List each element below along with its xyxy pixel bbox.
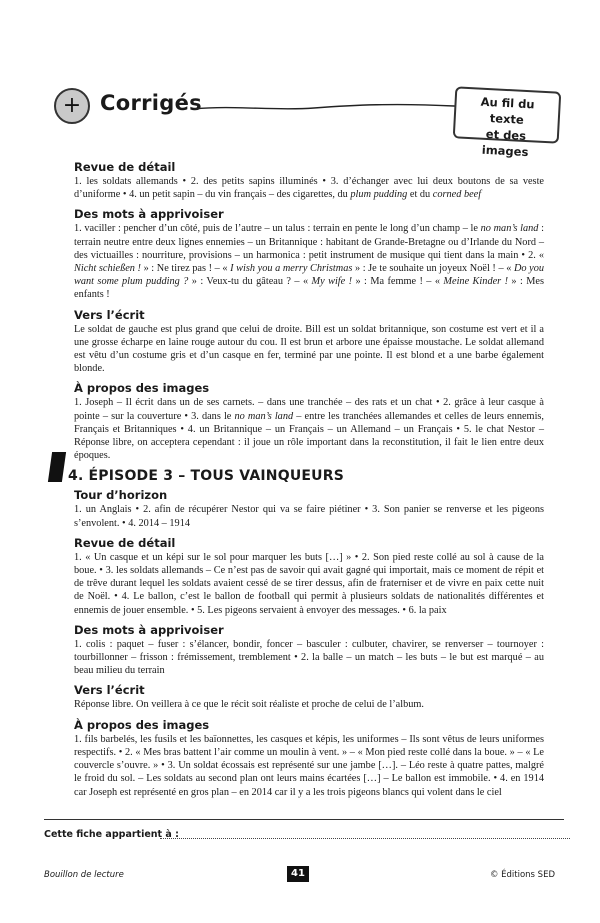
- page-title: Corrigés: [100, 91, 202, 115]
- revue-text-1: 1. les soldats allemands • 2. des petits sapins illuminés • 3. d’échanger avec lui deux boutons de sa veste d’uniforme • 4. un petit sapin – du vin français – des cigarettes, du plum pudding et du corned beef: [74, 176, 544, 201]
- mots-heading-2: Des mots à apprivoiser: [74, 622, 224, 637]
- footer-series: Bouillon de lecture: [44, 870, 124, 880]
- vers-text-2: Réponse libre. On veillera à ce que le récit soit réaliste et proche de celui de l’album.: [74, 699, 424, 711]
- content: [68, 160, 545, 805]
- page-header: [44, 83, 564, 160]
- tour-heading: Tour d’horizon: [74, 488, 168, 503]
- revue-heading-2: Revue de détail: [74, 535, 176, 550]
- footer-divider: [44, 819, 564, 820]
- vers-text-1: Le soldat de gauche est plus grand que celui de droite. Bill est un soldat britannique, son costume est vert et il a une grosse écharpe en laine rouge autour du cou. Il est brun et arbore une épaisse moustache. Le soldat allemand est vêtu d’un costume gris et d’un casque en fer, terminé par une pointe. Il est blond et a une barbe également blonde.: [74, 323, 544, 375]
- corner-label-line1: Au fil du texte: [480, 94, 535, 127]
- images-heading-2: À propos des images: [74, 717, 210, 732]
- mots-heading-1: Des mots à apprivoiser: [74, 207, 224, 222]
- corner-label-box: [453, 86, 562, 160]
- episode-title: 4. ÉPISODE 3 – TOUS VAINQUEURS: [68, 468, 344, 485]
- images-text-2: 1. fils barbelés, les fusils et les baïonnettes, les casques et képis, les uniformes – Ils sont vêtus de leurs uniformes respectifs. • 2. « Mes bras battent l’air comme un moulin à vent. » – « Mon pied reste collé dans la boue. » – « Le couvercle s’ouvre. » • 3. Un soldat écossais est représenté sur une jambe […]. – Léo reste à quatre pattes, malgré le froid du sol. – Les soldats au second plan ont leurs mains écartées […] – Le ballon est immobile. • 4. en 1914 car Joseph est représenté en gros plan – en 2014 car il y a les trois pigeons blancs qui volent dans le ciel: [74, 733, 544, 798]
- images-text-1: 1. Joseph – Il écrit dans un de ses carnets. – dans une tranchée – des rats et un chat • 2. grâce à leur casque à pointe – sur la couverture • 3. dans le no man’s land – entre les tranchées allemandes et celles de leurs ennemis, Français et Britanniques • 4. un Britannique – un Français – un Allemand – un Français • 5. le chat Nestor – Réponse libre, on acceptera cependant : il joue un rôle important dans la reconstitution, il fait le lien entre deux époques.: [74, 397, 545, 462]
- vers-heading-2: Vers l’écrit: [74, 683, 145, 698]
- owner-label: Cette fiche appartient à :: [44, 829, 179, 840]
- vers-heading-1: Vers l’écrit: [74, 307, 145, 322]
- tour-text: 1. un Anglais • 2. afin de récupérer Nestor qui va se faire piétiner • 3. Son panier se renverse et les pigeons s’envolent. • 4. 2014 – 1914: [74, 504, 544, 529]
- wavy-line-decoration: [194, 91, 494, 121]
- mots-text-2: 1. colis : paquet – fuser : s’élancer, bondir, foncer – basculer : culbuter, chavirer, se renverser – tournoyer : tourbillonner – frisson : frémissement, tremblement • 2. la balle – un match – les buts – le but est marqué – au beau milieu du terrain: [74, 638, 544, 677]
- footer-publisher: © Éditions SED: [489, 870, 555, 880]
- revue-heading-1: Revue de détail: [74, 160, 176, 174]
- owner-dotted-line: [160, 838, 570, 839]
- section-marker: [48, 452, 66, 482]
- page-number: 41: [287, 866, 309, 882]
- corner-label-line2: et des images: [481, 126, 529, 160]
- revue-text-2: 1. « Un casque et un képi sur le sol pour marquer les buts […] » • 2. Son pied reste collé au sol à cause de la boue. • 3. les soldats allemands – Ce n’est pas de savoir qui avait gagné qui importait, mais ce moment de répit et de trêve durant lequel les soldats avaient cessé de se tirer dessus, afin de fraterniser et de vivre en paix cette nuit de Noël. • 4. Le ballon, c’est le ballon de football qui permit à plusieurs soldats de nationalités différentes et ennemis de jouer ensemble. • 5. Les pigeons servaient à envoyer des messages. • 6. la paix: [74, 551, 544, 616]
- plus-icon: +: [54, 88, 90, 124]
- mots-text-1: 1. vaciller : pencher d’un côté, puis de l’autre – un talus : terrain en pente le long d’un champ – le no man’s land : terrain neutre entre deux lignes ennemies – un Britannique : habitant de Grande-Bretagne ou d’Irlande du Nord – des victuailles : nourriture, provisions – un harmonica : petit instrument de musique qui tient dans la main • 2. « Nicht schießen ! » : Ne tirez pas ! – « I wish you a merry Christmas » : Je te souhaite un joyeux Noël ! – « Do you want some plum pudding ? » : Veux-tu du gâteau ? – « My wife ! » : Ma femme ! – « Meine Kinder ! » : Mes enfants !: [74, 223, 545, 301]
- images-heading-1: À propos des images: [74, 381, 210, 396]
